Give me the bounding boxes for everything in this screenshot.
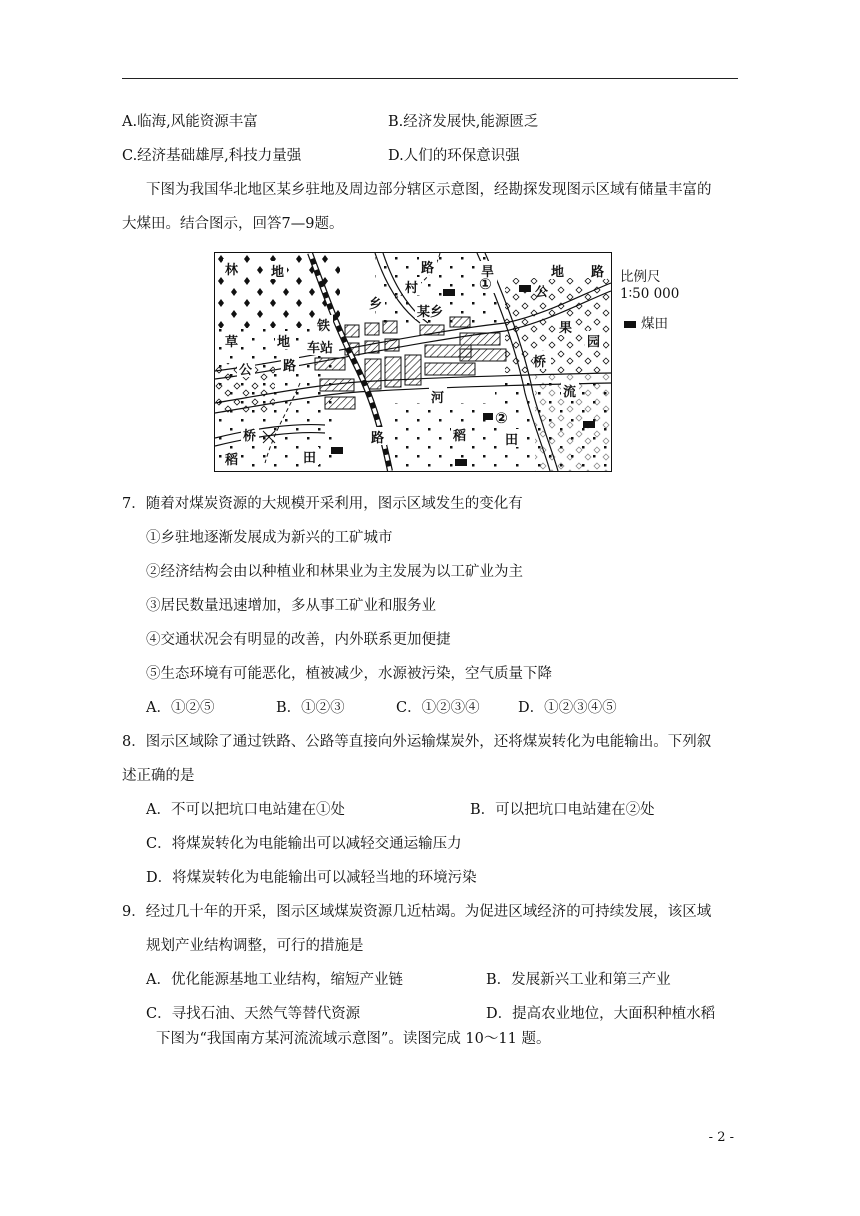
map-label-orchard-2: 园 [587,335,601,350]
q7-item-4: ④交通状况会有明显的改善，内外联系更加便捷 [146,632,451,648]
q7-stem: 7．随着对煤炭资源的大规模开采利用，图示区域发生的变化有 [122,496,523,512]
q8-stem-1: 8．图示区域除了通过铁路、公路等直接向外运输煤炭外，还将煤炭转化为电能输出。下列叙 [122,734,712,750]
map-label-river-2: 流 [563,385,577,400]
q8-stem-2: 述正确的是 [122,768,195,784]
q6-option-c: C.经济基础雄厚,科技力量强 [122,148,302,164]
map-label-highway-right-1: 公 [535,285,549,300]
q9-option-c: C．寻找石油、天然气等替代资源 [146,1006,361,1022]
map-label-bridge-right: 桥 [533,355,547,370]
land-use-map [214,252,612,472]
q8-option-a: A．不可以把坑口电站建在①处 [146,802,345,818]
q9-option-d: D．提高农业地位，大面积种植水稻 [486,1006,716,1022]
map-label-grass-2: 地 [277,335,291,350]
q7-option-b: B．①②③ [276,700,345,716]
map-label-dryland-2: 地 [551,265,565,280]
scale-value: 1∶50 000 [620,286,680,302]
q7-option-c: C．①②③④ [396,700,480,716]
map-label-village-road-2: 村 [405,281,419,296]
map-label-highway-left-2: 路 [283,359,297,374]
map-label-village-road-1: 路 [421,261,435,276]
scale-title: 比例尺 [620,269,661,285]
q9-option-b: B．发展新兴工业和第三产业 [486,972,671,988]
q6-option-b: B.经济发展快,能源匮乏 [388,114,539,130]
coal-legend-label: 煤田 [641,316,668,332]
map-label-town: 某乡 [417,305,444,320]
map-label-rail-1: 铁 [317,319,331,334]
map-label-site-2: ② [495,409,508,427]
map-label-paddy-left-1: 稻 [225,453,239,468]
intro-line-2: 大煤田。结合图示，回答7—9题。 [122,216,344,232]
page-number: - 2 - [708,1130,734,1145]
q8-option-b: B．可以把坑口电站建在②处 [470,802,655,818]
intro-2: 下图为“我国南方某河流流域示意图”。读图完成 10～11 题。 [156,1031,551,1047]
q7-option-d: D．①②③④⑤ [518,700,617,716]
map-label-forest-2: 地 [271,265,285,280]
q6-option-d: D.人们的环保意识强 [388,148,520,164]
map-label-paddy-right-2: 田 [505,433,519,448]
map-label-xiang: 乡 [369,297,383,312]
q9-stem-1: 9．经过几十年的开采，图示区域煤炭资源几近枯竭。为促进区域经济的可持续发展，该区域 [122,904,712,920]
map-label-rail-2: 路 [371,431,385,446]
intro-line-1: 下图为我国华北地区某乡驻地及周边部分辖区示意图，经勘探发现图示区域有储量丰富的 [146,182,712,198]
q9-stem-2: 规划产业结构调整，可行的措施是 [146,938,364,954]
map-label-grass-1: 草 [225,335,239,350]
map-label-station: 车站 [307,341,334,356]
q7-item-5: ⑤生态环境有可能恶化，植被减少，水源被污染，空气质量下降 [146,666,552,682]
map-label-highway-left-1: 公 [239,363,253,378]
map-label-river-1: 河 [431,391,445,406]
map-label-dryland-1: 旱 [481,265,495,280]
map-label-site-1: ① [479,275,492,293]
town-blocks [315,317,506,409]
coal-legend [624,312,668,332]
q8-option-d: D．将煤炭转化为电能输出可以减轻当地的环境污染 [146,870,477,886]
map-label-bridge-left: 桥 [243,429,257,444]
coal-field-icon [624,321,636,328]
map-label-orchard-1: 果 [559,321,573,336]
map-label-highway-right-2: 路 [591,265,605,280]
header-rule [122,78,738,79]
q7-item-2: ②经济结构会由以种植业和林果业为主发展为以工矿业为主 [146,564,523,580]
map-label-paddy-left-2: 田 [303,451,317,466]
q7-option-a: A．①②⑤ [146,700,215,716]
q8-option-c: C．将煤炭转化为电能输出可以减轻交通运输压力 [146,836,462,852]
map-label-paddy-right-1: 稻 [453,429,467,444]
q6-option-a: A.临海,风能资源丰富 [122,114,258,130]
map-label-forest-1: 林 [225,263,239,278]
q9-option-a: A．优化能源基地工业结构，缩短产业链 [146,972,403,988]
q7-item-3: ③居民数量迅速增加，多从事工矿业和服务业 [146,598,436,614]
q7-item-1: ①乡驻地逐渐发展成为新兴的工矿城市 [146,530,393,546]
